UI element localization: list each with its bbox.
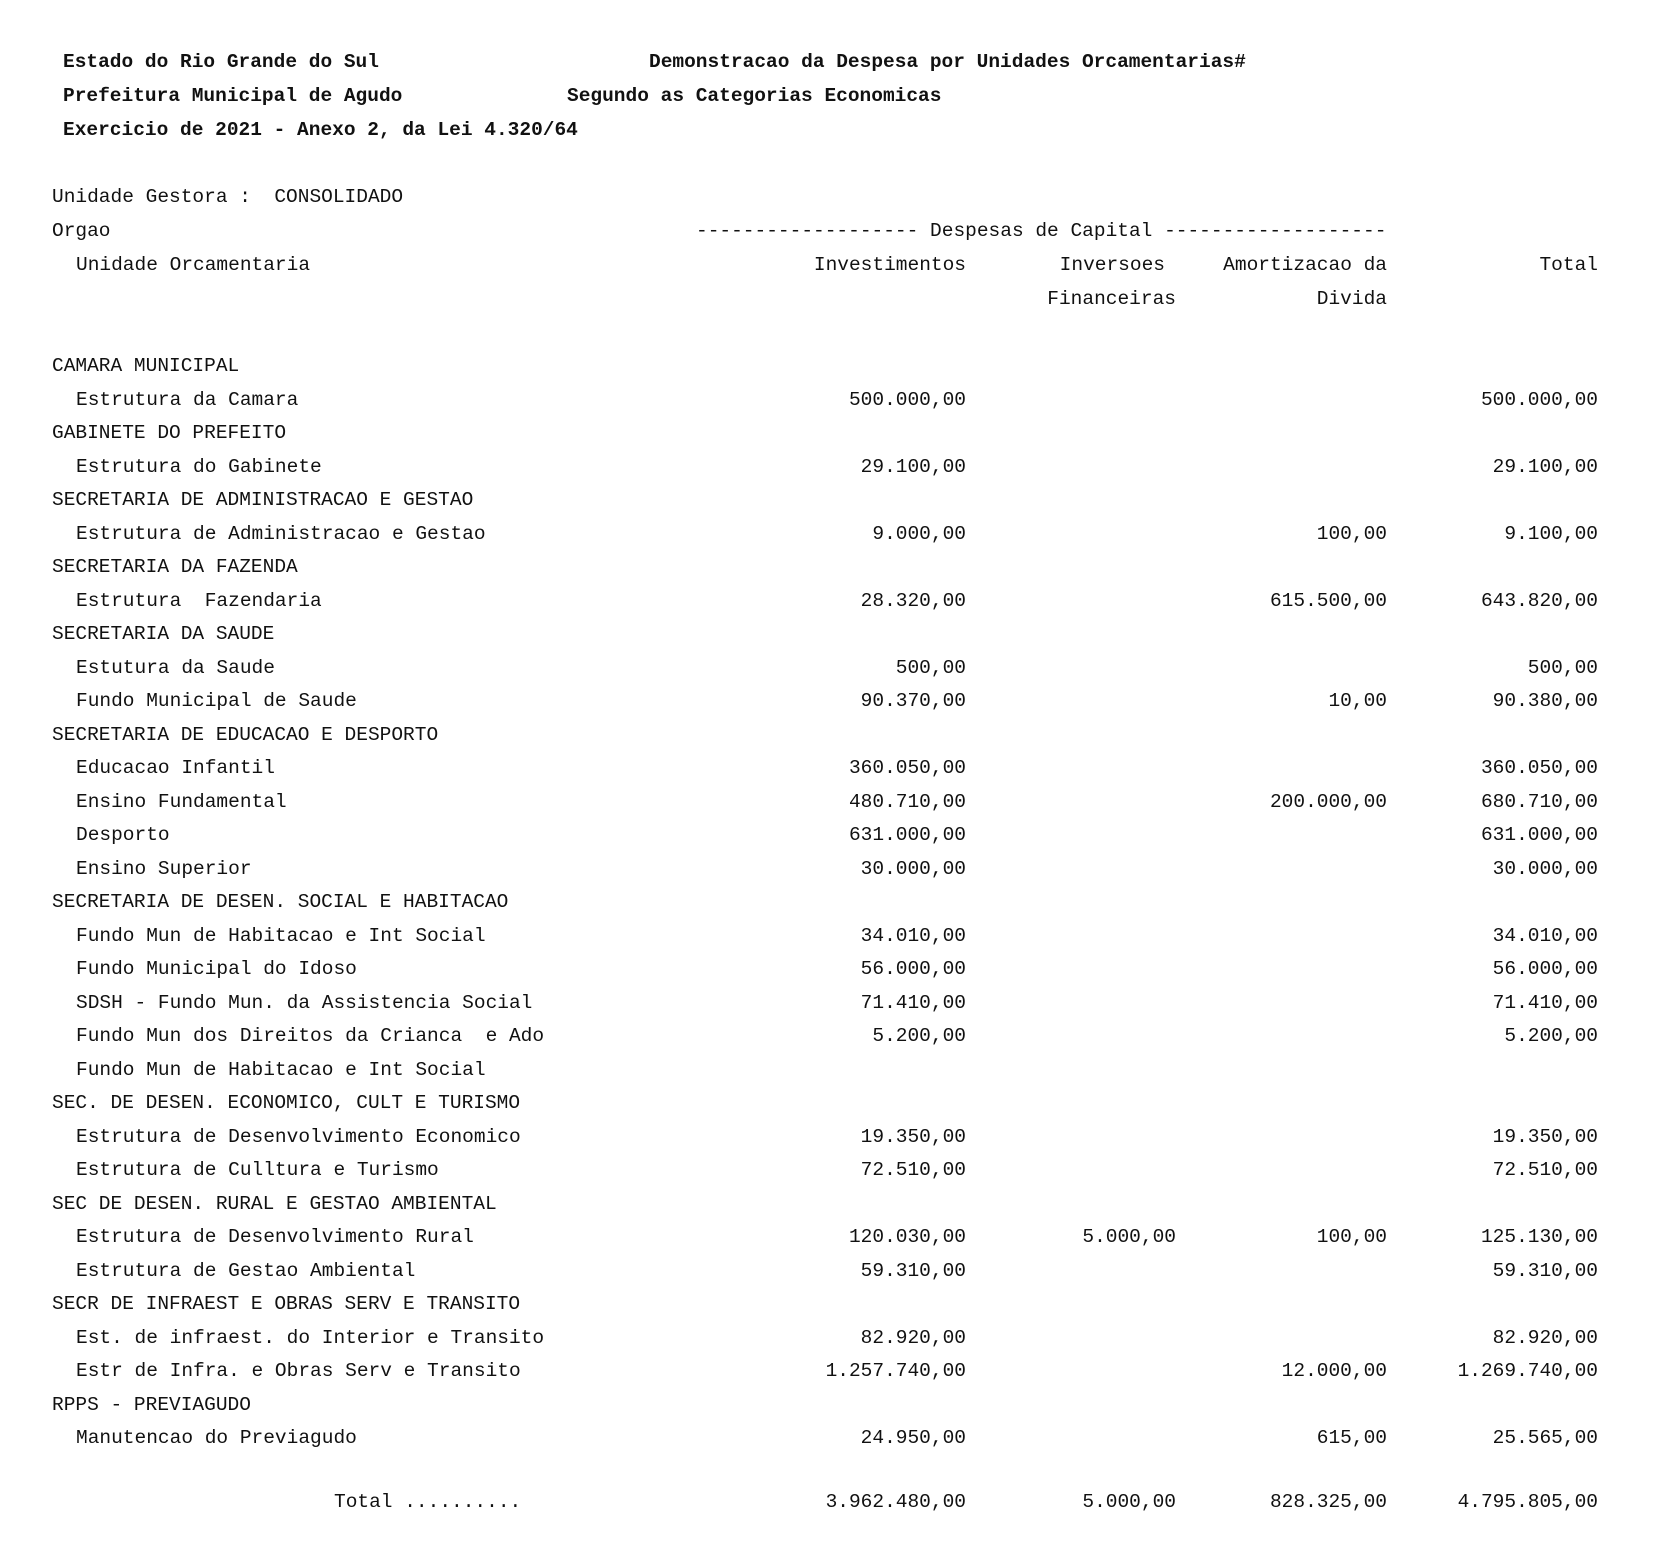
orgao-label: SECRETARIA DA FAZENDA	[52, 556, 298, 578]
unidade-orcamentaria-label: Estrutura Fazendaria	[76, 590, 322, 612]
row-amortizacao: 10,00	[1328, 690, 1387, 712]
row-amortizacao: 200.000,00	[1269, 791, 1387, 813]
orgao-label: SECR DE INFRAEST E OBRAS SERV E TRANSITO	[52, 1293, 521, 1315]
report-title: Demonstracao da Despesa por Unidades Orcamentarias#	[649, 51, 1246, 73]
unidade-orcamentaria-label: Estrutura da Camara	[76, 389, 299, 411]
total-label: Total ..........	[334, 1491, 522, 1513]
unidade-orcamentaria-label: Estutura da Saude	[76, 657, 275, 679]
row-total: 500.000,00	[1480, 389, 1598, 411]
orgao-label: SECRETARIA DA SAUDE	[52, 623, 275, 645]
orgao-label: SECRETARIA DE DESEN. SOCIAL E HABITACAO	[52, 891, 509, 913]
row-total: 59.310,00	[1492, 1260, 1598, 1282]
unidade-orcamentaria-label: Manutencao do Previagudo	[76, 1427, 357, 1449]
row-investimentos: 5.200,00	[872, 1025, 966, 1047]
row-amortizacao: 100,00	[1316, 1226, 1387, 1248]
row-investimentos: 24.950,00	[860, 1427, 966, 1449]
row-total: 72.510,00	[1492, 1159, 1598, 1181]
row-investimentos: 82.920,00	[860, 1327, 966, 1349]
header-exercise: Exercicio de 2021 - Anexo 2, da Lei 4.320/64	[63, 119, 578, 141]
row-total: 56.000,00	[1492, 958, 1598, 980]
unidade-orcamentaria-label: Ensino Superior	[76, 858, 252, 880]
row-investimentos: 500.000,00	[848, 389, 966, 411]
column-total: Total	[1539, 254, 1598, 276]
row-total: 631.000,00	[1480, 824, 1598, 846]
row-total: 30.000,00	[1492, 858, 1598, 880]
orgao-label: GABINETE DO PREFEITO	[52, 422, 287, 444]
column-investimentos: Investimentos	[813, 254, 966, 276]
column-amortizacao: Amortizacao da	[1223, 254, 1387, 276]
unidade-orcamentaria-label: Estrutura de Desenvolvimento Economico	[76, 1126, 521, 1148]
column-group-capital: ------------------- Despesas de Capital -------------------	[696, 220, 1387, 242]
row-total: 82.920,00	[1492, 1327, 1598, 1349]
row-amortizacao: 100,00	[1316, 523, 1387, 545]
header-prefecture: Prefeitura Municipal de Agudo	[63, 85, 403, 107]
unidade-orcamentaria-label: Fundo Mun de Habitacao e Int Social	[76, 1059, 486, 1081]
row-investimentos: 56.000,00	[860, 958, 966, 980]
orgao-label: SEC DE DESEN. RURAL E GESTAO AMBIENTAL	[52, 1193, 497, 1215]
unidade-orcamentaria-label: Estrutura de Culltura e Turismo	[76, 1159, 439, 1181]
unidade-orcamentaria-label: Fundo Mun de Habitacao e Int Social	[76, 925, 486, 947]
column-inversoes: Inversoes	[1059, 254, 1165, 276]
row-investimentos: 71.410,00	[860, 992, 966, 1014]
row-investimentos: 120.030,00	[848, 1226, 966, 1248]
column-amortizacao-divida: Divida	[1316, 288, 1387, 310]
unit-label: Unidade Gestora : CONSOLIDADO	[52, 186, 404, 208]
unidade-orcamentaria-label: Estr de Infra. e Obras Serv e Transito	[76, 1360, 521, 1382]
row-investimentos: 90.370,00	[860, 690, 966, 712]
row-amortizacao: 615,00	[1316, 1427, 1387, 1449]
row-total: 25.565,00	[1492, 1427, 1598, 1449]
total-inversoes: 5.000,00	[1082, 1491, 1176, 1513]
unidade-orcamentaria-label: Fundo Municipal do Idoso	[76, 958, 357, 980]
unidade-orcamentaria-label: Estrutura de Desenvolvimento Rural	[76, 1226, 474, 1248]
row-total: 360.050,00	[1480, 757, 1598, 779]
row-investimentos: 59.310,00	[860, 1260, 966, 1282]
row-investimentos: 480.710,00	[848, 791, 966, 813]
column-inversoes-financeiras: Financeiras	[1047, 288, 1176, 310]
unidade-orcamentaria-label: Estrutura do Gabinete	[76, 456, 322, 478]
row-investimentos: 360.050,00	[848, 757, 966, 779]
row-total: 29.100,00	[1492, 456, 1598, 478]
orgao-label: CAMARA MUNICIPAL	[52, 355, 240, 377]
orgao-label: RPPS - PREVIAGUDO	[52, 1394, 251, 1416]
row-total: 500,00	[1527, 657, 1598, 679]
row-investimentos: 19.350,00	[860, 1126, 966, 1148]
column-orgao: Orgao	[52, 220, 111, 242]
unidade-orcamentaria-label: Est. de infraest. do Interior e Transito	[76, 1327, 545, 1349]
row-total: 643.820,00	[1480, 590, 1598, 612]
row-total: 19.350,00	[1492, 1126, 1598, 1148]
row-investimentos: 631.000,00	[848, 824, 966, 846]
unidade-orcamentaria-label: Ensino Fundamental	[76, 791, 287, 813]
row-investimentos: 1.257.740,00	[825, 1360, 966, 1382]
row-investimentos: 9.000,00	[872, 523, 966, 545]
row-investimentos: 29.100,00	[860, 456, 966, 478]
row-total: 71.410,00	[1492, 992, 1598, 1014]
total-amortizacao: 828.325,00	[1269, 1491, 1387, 1513]
orgao-label: SECRETARIA DE EDUCACAO E DESPORTO	[52, 724, 439, 746]
row-total: 125.130,00	[1480, 1226, 1598, 1248]
row-investimentos: 72.510,00	[860, 1159, 966, 1181]
row-total: 34.010,00	[1492, 925, 1598, 947]
unidade-orcamentaria-label: Estrutura de Gestao Ambiental	[76, 1260, 416, 1282]
row-inversoes: 5.000,00	[1082, 1226, 1176, 1248]
unidade-orcamentaria-label: Desporto	[76, 824, 170, 846]
row-total: 680.710,00	[1480, 791, 1598, 813]
row-total: 90.380,00	[1492, 690, 1598, 712]
column-unidade: Unidade Orcamentaria	[76, 254, 311, 276]
unidade-orcamentaria-label: Fundo Mun dos Direitos da Crianca e Ado	[76, 1025, 545, 1047]
unidade-orcamentaria-label: SDSH - Fundo Mun. da Assistencia Social	[76, 992, 533, 1014]
header-state: Estado do Rio Grande do Sul	[63, 51, 379, 73]
total-geral: 4.795.805,00	[1457, 1491, 1598, 1513]
total-investimentos: 3.962.480,00	[825, 1491, 966, 1513]
orgao-label: SEC. DE DESEN. ECONOMICO, CULT E TURISMO	[52, 1092, 521, 1114]
unidade-orcamentaria-label: Educacao Infantil	[76, 757, 275, 779]
row-total: 1.269.740,00	[1457, 1360, 1598, 1382]
orgao-label: SECRETARIA DE ADMINISTRACAO E GESTAO	[52, 489, 474, 511]
row-investimentos: 30.000,00	[860, 858, 966, 880]
row-total: 9.100,00	[1504, 523, 1598, 545]
unidade-orcamentaria-label: Fundo Municipal de Saude	[76, 690, 357, 712]
row-amortizacao: 12.000,00	[1281, 1360, 1387, 1382]
report-subtitle: Segundo as Categorias Economicas	[567, 85, 942, 107]
row-investimentos: 28.320,00	[860, 590, 966, 612]
row-total: 5.200,00	[1504, 1025, 1598, 1047]
unidade-orcamentaria-label: Estrutura de Administracao e Gestao	[76, 523, 486, 545]
row-investimentos: 500,00	[895, 657, 966, 679]
row-amortizacao: 615.500,00	[1269, 590, 1387, 612]
row-investimentos: 34.010,00	[860, 925, 966, 947]
